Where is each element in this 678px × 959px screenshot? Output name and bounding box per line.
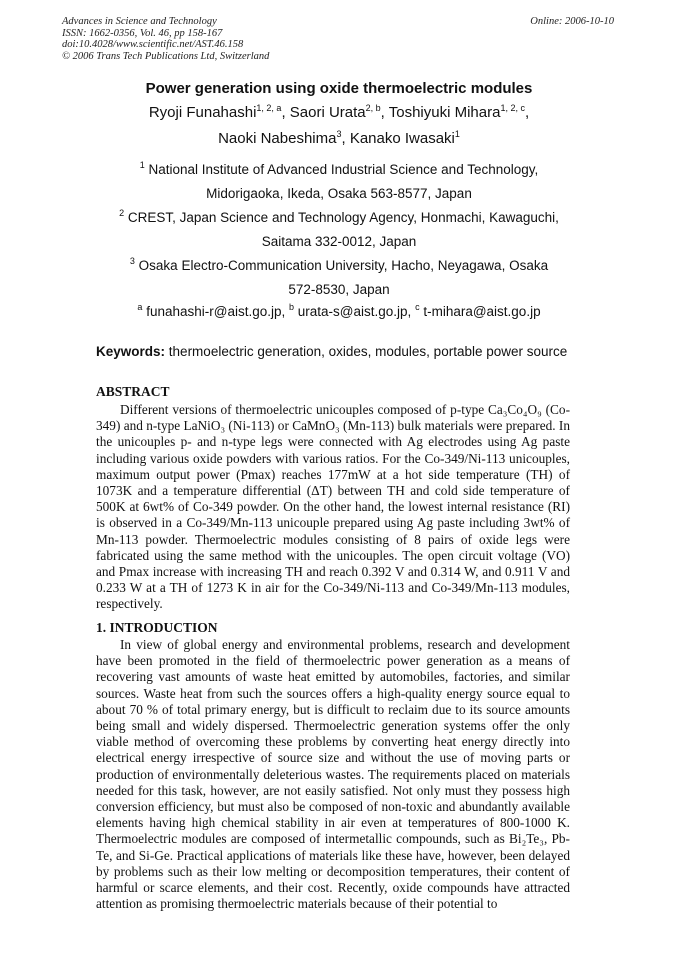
email-line: $^a$ funahashi-r@aist.go.jp, $^b$ urata-s@aist.go.jp, $^c$ t-mihara@aist.go.jp bbox=[137, 302, 541, 319]
author-name: Ryoji Funahashi bbox=[148, 104, 257, 121]
introduction-text: In view of global energy and environmental problems, research and development have been promoted in the field of thermoelectric power generation as a means of recovering vast amounts of waste heat emitted by automobiles, factories, and similar sources. Waste heat from such the sources offers a high-quality energy source equal to about 70 % of total primary energy, but is difficult to reclaim due to its source amounts being small and widely dispersed. Thermoelectric generation systems offer the only viable method of overcoming these problems by converting heat energy directly into electrical energy irrespective of source size and without the use of moving parts or production of environmentally deleterious wastes. The requirements placed on materials needed for this task, however, are not easily satisfied. Not only must they possess high conversion efficiency, but must also be composed of non-toxic and abundantly available elements having high chemical stability in air even at temperatures of 800-1000 K. Thermoelectric modules are composed of intermetallic compounds, such as Bi₂Te₃, Pb-Te, and Si-Ge. Practical applications of materials like these have, however, been delayed by problems such as their low melting or decomposition temperatures, their content of harmful or scarce elements, and their cost. Recently, oxide compounds have attracted attention as promising thermoelectric materials because of their potential to bbox=[96, 637, 570, 912]
affiliation-number: 1 bbox=[139, 160, 145, 170]
email-address[interactable]: funahashi-r@aist.go.jp bbox=[146, 304, 282, 319]
author-line-1: Ryoji Funahashi$^{1, 2, a}$, Saori Urata$^{2, b}$, Toshiyuki Mihara$^{1, 2, c}$, bbox=[148, 103, 530, 121]
author-affiliation-mark: 2, b bbox=[365, 103, 381, 113]
affiliation-3-address: 572-8530, Japan bbox=[288, 282, 390, 297]
introduction-body bbox=[96, 637, 570, 912]
keywords bbox=[96, 344, 596, 359]
email-address[interactable]: urata-s@aist.go.jp bbox=[297, 304, 408, 319]
doi-line: doi:10.4028/www.scientific.net/AST.46.158 bbox=[62, 39, 244, 50]
author-name: Naoki Nabeshima bbox=[218, 130, 337, 147]
email-mark: a bbox=[137, 302, 143, 312]
affiliation-text: Osaka Electro-Communication University, Hacho, Neyagawa, Osaka bbox=[138, 258, 549, 273]
abstract-body bbox=[96, 402, 570, 613]
introduction-heading: 1. INTRODUCTION bbox=[96, 620, 218, 635]
affiliation-number: 2 bbox=[119, 208, 125, 218]
online-date: Online: 2006-10-10 bbox=[530, 16, 614, 27]
affiliation-2 bbox=[0, 210, 678, 225]
affiliation-text: CREST, Japan Science and Technology Agency, Honmachi, Kawaguchi, bbox=[127, 210, 559, 225]
paper-title: Power generation using oxide thermoelectric modules bbox=[145, 80, 533, 97]
abstract-text: Different versions of thermoelectric unicouples composed of p-type Ca₃Co₄O₉ (Co-349) and n-type LaNiO₃ (Ni-113) or CaMnO₃ (Mn-113) bulk materials were prepared. In the unicouples p- and n-type legs were connected with Ag electrodes using Ag paste including various oxide powders with various ratios. For the Co-349/Ni-113 unicouples, maximum output power (Pmax) reaches 177mW at a hot side temperature (TH) of 1073K and a temperature differential (ΔT) between TH and cold side temperature of 500K at 6wt% of Co-349 powder. On the other hand, the lowest internal resistance (RI) is observed in a Co-349/Mn-113 unicouple prepared using Ag paste including 3wt% of Mn-113 powder. Thermoelectric modules consisting of 8 pairs of oxide legs were fabricated using the same method with the unicouples. The open circuit voltage (VO) and Pmax increase with increasing TH and reach 0.392 V and 0.314 W, and 0.911 V and 0.233 W at a TH of 1273 K in air for the Co-349/Ni-113 and Co-349/Mn-113 modules, respectively. bbox=[96, 402, 570, 612]
affiliation-1-address: Midorigaoka, Ikeda, Osaka 563-8577, Japan bbox=[206, 186, 472, 201]
email-mark: c bbox=[415, 302, 420, 312]
email-address[interactable]: t-mihara@aist.go.jp bbox=[423, 304, 541, 319]
author-affiliation-mark: 1, 2, a bbox=[256, 103, 282, 113]
author-name: Toshiyuki Mihara bbox=[388, 104, 501, 121]
affiliation-2-address: Saitama 332-0012, Japan bbox=[261, 234, 417, 249]
email-mark: b bbox=[289, 302, 295, 312]
keywords-label: Keywords: bbox=[96, 344, 166, 359]
author-name: Saori Urata bbox=[289, 104, 366, 121]
issn-line: ISSN: 1662-0356, Vol. 46, pp 158-167 bbox=[62, 27, 223, 39]
affiliation-3 bbox=[0, 258, 678, 273]
author-name: Kanako Iwasaki bbox=[349, 130, 455, 147]
author-affiliation-mark: 1, 2, c bbox=[500, 103, 525, 113]
author-affiliation-mark: 1 bbox=[454, 129, 460, 139]
keywords-text: thermoelectric generation, oxides, modules, portable power source bbox=[168, 344, 568, 359]
affiliation-1 bbox=[0, 162, 678, 177]
author-affiliation-mark: 3 bbox=[336, 129, 342, 139]
affiliation-number: 3 bbox=[129, 256, 135, 266]
affiliation-text: National Institute of Advanced Industrial Science and Technology, bbox=[148, 162, 539, 177]
author-line-2: Naoki Nabeshima$^3$, Kanako Iwasaki$^1$ bbox=[218, 129, 460, 147]
journal-name: Advances in Science and Technology bbox=[62, 16, 217, 27]
copyright-line: © 2006 Trans Tech Publications Ltd, Switzerland bbox=[62, 50, 270, 62]
abstract-heading: ABSTRACT bbox=[96, 384, 170, 399]
journal-header bbox=[62, 16, 269, 62]
